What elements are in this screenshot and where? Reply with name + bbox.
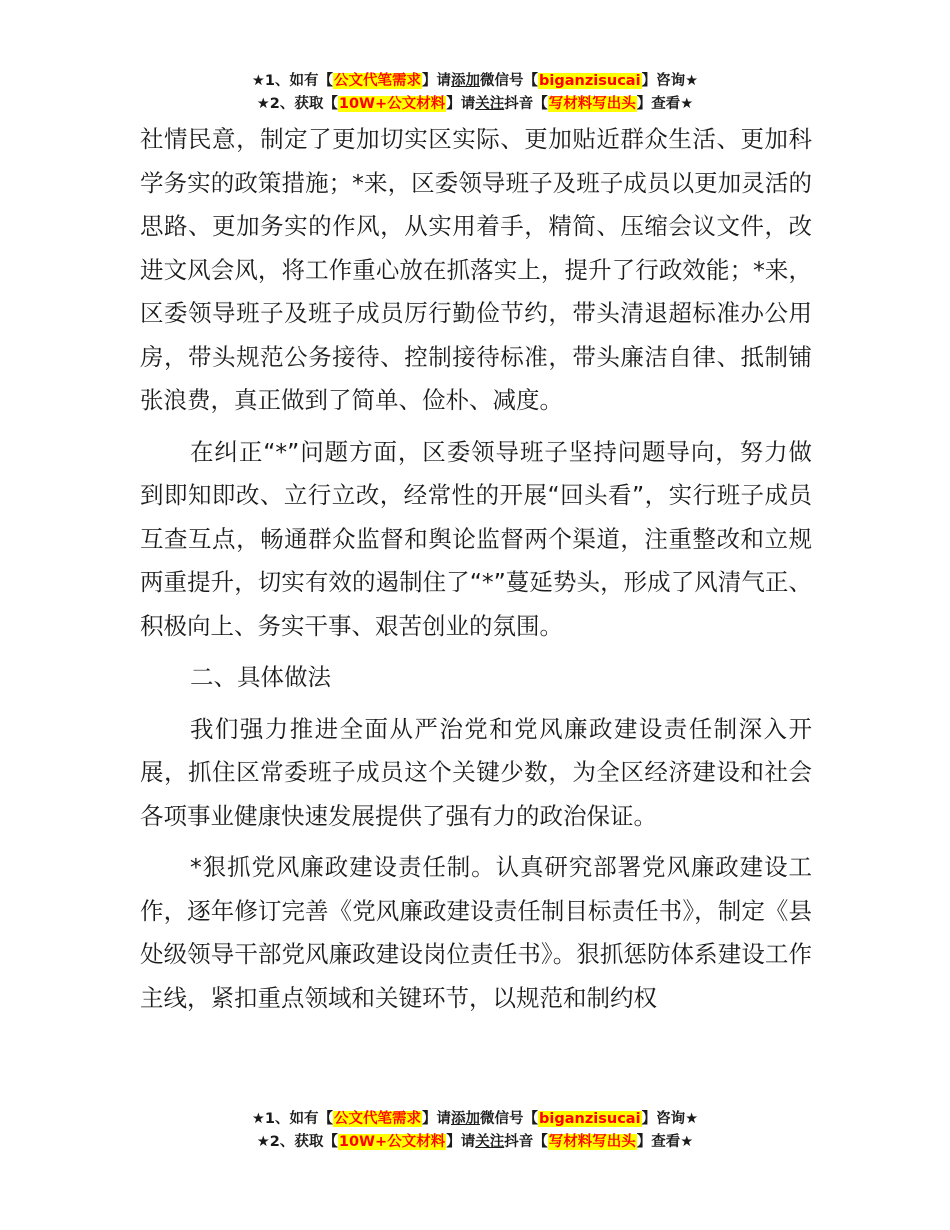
document-body: [140, 118, 812, 1028]
paragraph: 社情民意，制定了更加切实区实际、更加贴近群众生活、更加科学务实的政策措施；*来，区委领导班子及班子成员以更加灵活的思路、更加务实的作风，从实用着手，精简、压缩会议文件，改进文风会风，将工作重心放在抓落实上，提升了行政效能；*来，区委领导班子及班子成员厉行勤俭节约，带头清退超标准办公用房，带头规范公务接待、控制接待标准，带头廉洁自律、抵制铺张浪费，真正做到了简单、俭朴、减度。: [140, 125, 812, 414]
banner-emphasis: 关注: [475, 96, 505, 112]
banner-text: 】咨询★: [641, 1111, 699, 1127]
banner-text: 】请: [446, 1134, 476, 1150]
paragraph: 在纠正“*”问题方面，区委领导班子坚持问题导向，努力做到即知即改、立行立改，经常性的开展“回头看”，实行班子成员互查互点，畅通群众监督和舆论监督两个渠道，注重整改和立规两重提升，切实有效的遏制住了“*”蔓延势头，形成了风清气正、积极向上、务实干事、艰苦创业的氛围。: [140, 437, 812, 640]
banner-emphasis: 添加: [451, 1111, 481, 1127]
banner-text: 】查看★: [636, 96, 694, 112]
banner-text: 】请: [422, 73, 452, 89]
banner-text: 抖音【: [504, 1134, 548, 1150]
banner-line-1: [0, 70, 950, 93]
section-heading: 二、具体做法: [190, 663, 331, 691]
highlight-douyin-id: 写材料写出头: [548, 1134, 636, 1150]
banner-line-2: [0, 93, 950, 116]
banner-line-1: [0, 1108, 950, 1131]
banner-text: 抖音【: [504, 96, 548, 112]
banner-text: 】咨询★: [641, 73, 699, 89]
paragraph: 我们强力推进全面从严治党和党风廉政建设责任制深入开展，抓住区常委班子成员这个关键少数，为全区经济建设和社会各项事业健康快速发展提供了强有力的政治保证。: [140, 714, 812, 830]
banner-text: 】请: [422, 1111, 452, 1127]
banner-text: ★1、如有【: [251, 73, 334, 89]
banner-text: 】查看★: [636, 1134, 694, 1150]
highlight-service: 公文代笔需求: [334, 73, 422, 89]
banner-text: ★1、如有【: [251, 1111, 334, 1127]
header-banner: [0, 70, 950, 116]
banner-line-2: [0, 1131, 950, 1154]
banner-emphasis: 关注: [475, 1134, 505, 1150]
footer-banner: [0, 1108, 950, 1154]
paragraph: *狠抓党风廉政建设责任制。认真研究部署党风廉政建设工作，逐年修订完善《党风廉政建设责任制目标责任书》，制定《县处级领导干部党风廉政建设岗位责任书》。狠抓惩防体系建设工作主线，紧扣重点领域和关键环节，以规范和制约权: [140, 853, 812, 1012]
highlight-wechat-id: biganzisucai: [539, 73, 641, 89]
banner-text: ★2、获取【: [256, 1134, 338, 1150]
highlight-wechat-id: biganzisucai: [539, 1111, 641, 1127]
banner-text: 微信号【: [480, 73, 539, 89]
banner-emphasis: 添加: [451, 73, 481, 89]
highlight-service: 公文代笔需求: [334, 1111, 422, 1127]
highlight-materials: 10W+公文材料: [338, 1134, 446, 1150]
highlight-douyin-id: 写材料写出头: [548, 96, 636, 112]
highlight-materials: 10W+公文材料: [338, 96, 446, 112]
banner-text: 】请: [446, 96, 476, 112]
banner-text: ★2、获取【: [256, 96, 338, 112]
banner-text: 微信号【: [480, 1111, 539, 1127]
